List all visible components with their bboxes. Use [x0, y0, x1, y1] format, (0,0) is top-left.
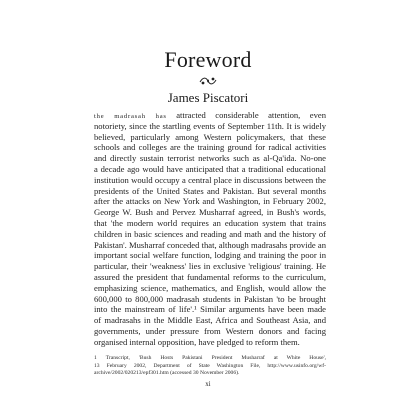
body-line: children in basic sciences and reading and math and the history of	[94, 228, 326, 239]
page-number: xi	[205, 380, 211, 388]
body-line: assured the president that fundamental reforms to the curriculum,	[94, 271, 326, 282]
body-line: and directly sustain terrorist networks such as al-Qa'ida. No-one	[94, 153, 326, 164]
body-line: into the mainstream of life'.¹ Similar arguments have been made	[94, 304, 326, 315]
body-line: notoriety, since the startling events of September 11th. It is widely	[94, 120, 326, 131]
footnotes	[94, 355, 326, 378]
first-line-text: attracted considerable attention, even	[166, 110, 326, 120]
body-text	[94, 110, 326, 348]
lead-in-small-caps: the madrasah has	[94, 113, 167, 120]
body-line: 600,000 to 800,000 madrasah students in Pakistan 'to be brought	[94, 293, 326, 304]
floral-fleuron-icon	[198, 76, 218, 86]
body-line: believed, particularly among Western policymakers, that these	[94, 131, 326, 142]
body-line: a decade ago would have anticipated that a traditional educational	[94, 163, 326, 174]
body-line: presidents of the United States and Pakistan. But several months	[94, 185, 326, 196]
body-line: important social welfare function, lodging and training the poor in	[94, 250, 326, 261]
footnote-line: archive/2002/020213/epf301.htm (accessed 30 November 2006).	[94, 370, 240, 377]
body-line: institution would occupy a central place in discussions between the	[94, 174, 326, 185]
body-line: of madrasahs in the Middle East, Africa and Southeast Asia, and	[94, 315, 326, 326]
body-line	[94, 110, 326, 121]
body-line: Pakistan'. Musharraf conceded that, although madrasahs provide an	[94, 239, 326, 250]
chapter-title: Foreword	[164, 47, 252, 72]
body-line: that 'the modern world requires an education system that trains	[94, 217, 326, 228]
author-name: James Piscatori	[167, 90, 249, 105]
body-line: George W. Bush and Pervez Musharraf agreed, in Bush's words,	[94, 207, 326, 218]
body-line: particular, their 'weakness' lies in exclusive 'religious' training. He	[94, 261, 326, 272]
body-line: organised internal opposition, have pledged to reform them.	[94, 336, 300, 347]
body-line: emphasizing science, mathematics, and English, would allow the	[94, 282, 326, 293]
body-line: governments, under pressure from Western donors and facing	[94, 325, 326, 336]
footnote-line: 1 Transcript, 'Bush Hosts Pakistani President Musharraf at White House',	[94, 355, 326, 361]
body-line: schools and colleges are the training ground for radical activities	[94, 142, 326, 153]
body-line: after the attacks on New York and Washington, in February 2002,	[94, 196, 326, 207]
footnote-line: 13 February 2002, Department of State Washington File, http://www.usinfo.org/wf-	[94, 362, 326, 369]
